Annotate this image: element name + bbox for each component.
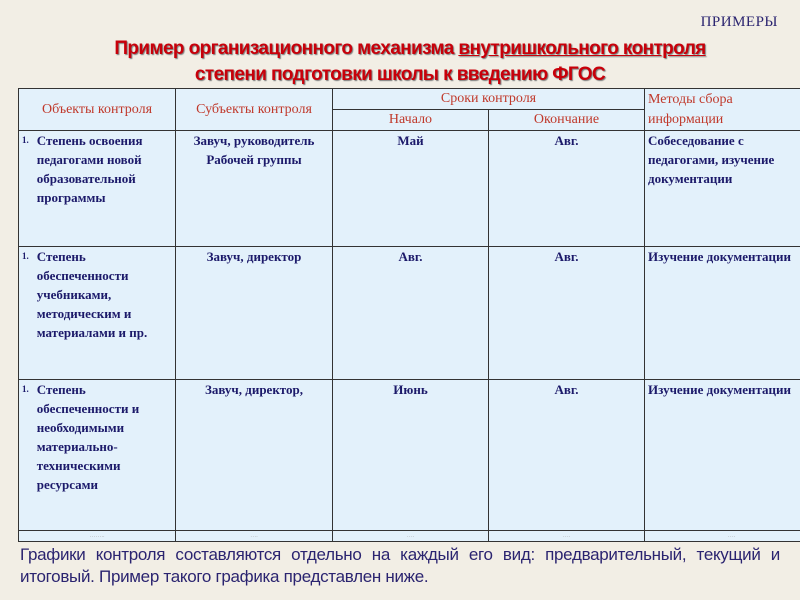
corner-label: ПРИМЕРЫ: [700, 14, 778, 30]
row-end: Авг.: [489, 380, 645, 531]
row-end: Авг.: [489, 247, 645, 380]
row-object: Степень обеспеченности учебниками, методическим и материалами и пр.: [36, 249, 148, 340]
title-underlined: внутришкольного контроля: [458, 38, 706, 59]
footer-text: Графики контроля составляются отдельно на каждый его вид: предварительный, текущий и итоговый. Пример такого графика представлен ниже.: [20, 545, 780, 586]
slide-title-line1: [10, 38, 800, 60]
row-method: Изучение документации: [645, 247, 800, 380]
title-plain: Пример организационного механизма: [114, 38, 459, 59]
header-terms: Сроки контроля: [333, 89, 645, 110]
header-end: Окончание: [489, 110, 645, 131]
row-number: 1.: [22, 251, 29, 261]
row-method: Изучение документации: [645, 380, 800, 531]
ellipsis-cell: ……..: [19, 531, 176, 542]
slide-title-line2: степени подготовки школы к введению ФГОС: [194, 64, 606, 85]
ellipsis-cell: ….: [176, 531, 333, 542]
row-subject: Завуч, директор,: [176, 380, 333, 531]
control-table: [18, 88, 800, 542]
row-number: 1.: [22, 135, 29, 145]
row-method: Собеседование с педагогами, изучение документации: [645, 131, 800, 247]
header-subjects: Субъекты контроля: [176, 89, 333, 131]
row-object: Степень освоения педагогами новой образовательной программы: [36, 133, 143, 205]
header-methods: Методы сбора информации: [645, 89, 800, 131]
table-row: [19, 131, 800, 247]
row-subject: Завуч, директор: [176, 247, 333, 380]
ellipsis-cell: ….: [645, 531, 800, 542]
row-end: Авг.: [489, 131, 645, 247]
ellipsis-cell: ….: [489, 531, 645, 542]
row-start: Май: [333, 131, 489, 247]
row-start: Авг.: [333, 247, 489, 380]
table-row: [19, 247, 800, 380]
ellipsis-cell: ….: [333, 531, 489, 542]
header-objects: Объекты контроля: [19, 89, 176, 131]
table-row: [19, 380, 800, 531]
row-start: Июнь: [333, 380, 489, 531]
row-number: 1.: [22, 384, 29, 394]
ellipsis-row: [19, 531, 800, 542]
row-object: Степень обеспеченности и необходимыми материально-техническими ресурсами: [36, 382, 140, 492]
row-subject: Завуч, руководитель Рабочей группы: [176, 131, 333, 247]
header-start: Начало: [333, 110, 489, 131]
